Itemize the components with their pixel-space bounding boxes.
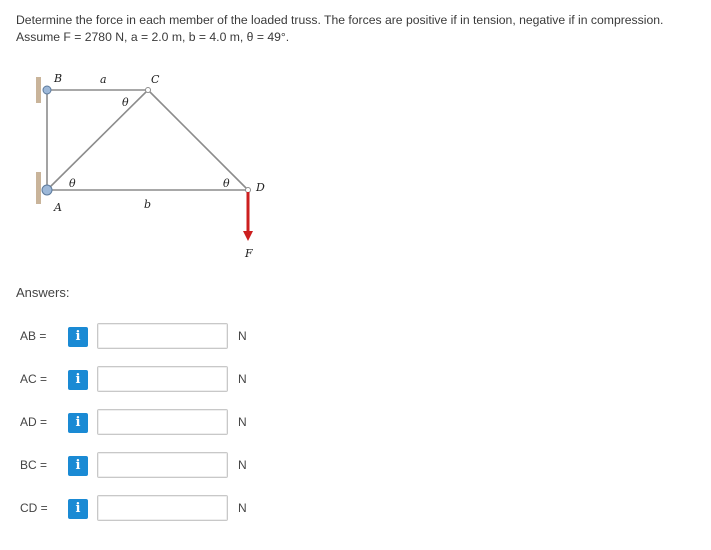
label-D: D xyxy=(256,181,265,194)
pin-C xyxy=(146,88,151,93)
unit-label-CD: N xyxy=(238,501,247,515)
label-theta-right: θ xyxy=(223,177,230,190)
label-A: A xyxy=(54,201,62,214)
label-theta-left: θ xyxy=(69,177,76,190)
answer-row-BC xyxy=(0,451,711,481)
answer-label-AC: AC = xyxy=(20,372,48,386)
answer-row-AD xyxy=(0,408,711,438)
answer-input-AD[interactable] xyxy=(97,409,228,435)
label-F: F xyxy=(245,247,253,260)
answer-input-BC[interactable] xyxy=(97,452,228,478)
answer-input-CD[interactable] xyxy=(97,495,228,521)
pin-D xyxy=(246,188,251,193)
label-b: b xyxy=(144,198,152,211)
unit-label-BC: N xyxy=(238,458,247,472)
answer-input-AB[interactable] xyxy=(97,323,228,349)
answer-label-BC: BC = xyxy=(20,458,48,472)
problem-line-1: Determine the force in each member of the loaded truss. The forces are positive if in tension, negative if in compression. xyxy=(16,13,664,27)
info-icon[interactable]: i xyxy=(68,327,88,347)
info-icon[interactable]: i xyxy=(68,370,88,390)
member-AC xyxy=(47,90,148,190)
info-icon[interactable]: i xyxy=(68,413,88,433)
answers-heading: Answers: xyxy=(16,285,70,300)
info-icon[interactable]: i xyxy=(68,456,88,476)
pin-A xyxy=(42,185,52,195)
unit-label-AC: N xyxy=(238,372,247,386)
answer-row-AC xyxy=(0,365,711,395)
answer-label-AB: AB = xyxy=(20,329,47,343)
info-icon[interactable]: i xyxy=(68,499,88,519)
answer-row-CD xyxy=(0,494,711,524)
answer-label-AD: AD = xyxy=(20,415,48,429)
answer-label-CD: CD = xyxy=(20,501,48,515)
pin-B xyxy=(43,86,51,94)
unit-label-AD: N xyxy=(238,415,247,429)
label-theta-top: θ xyxy=(122,96,129,109)
load-arrow-head xyxy=(243,231,253,241)
label-C: C xyxy=(151,73,160,86)
label-a: a xyxy=(100,73,107,86)
problem-line-2: Assume F = 2780 N, a = 2.0 m, b = 4.0 m, θ = 49°. xyxy=(16,30,290,44)
wall-support-bottom xyxy=(36,172,41,204)
label-B: B xyxy=(54,72,63,85)
answer-input-AC[interactable] xyxy=(97,366,228,392)
answer-row-AB xyxy=(0,322,711,352)
unit-label-AB: N xyxy=(238,329,247,343)
member-CD xyxy=(148,90,248,190)
wall-support-top xyxy=(36,77,41,103)
